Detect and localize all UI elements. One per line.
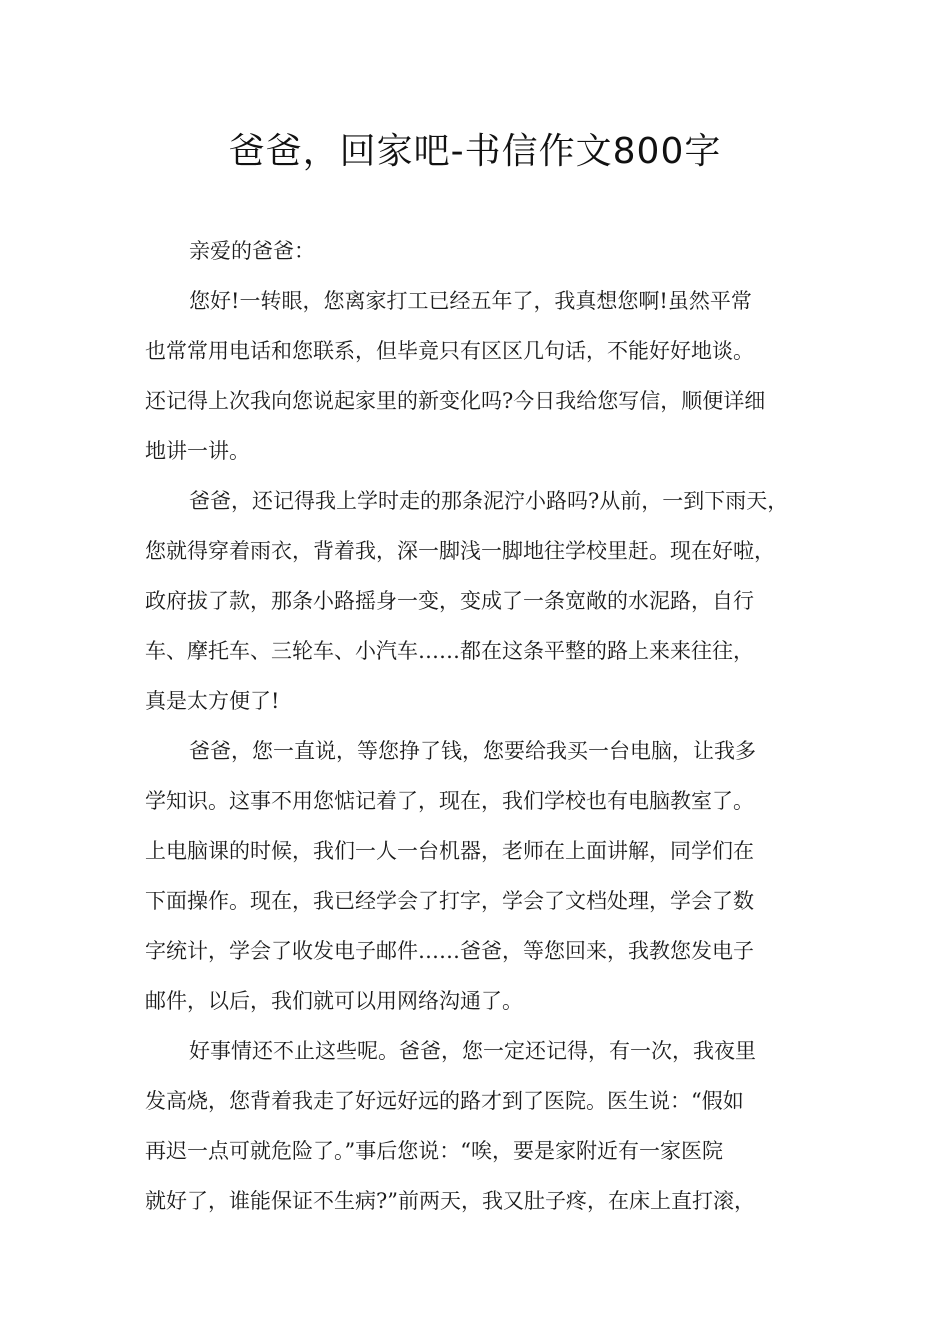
paragraph-line: 也常常用电话和您联系，但毕竟只有区区几句话，不能好好地谈。 — [145, 339, 754, 363]
paragraph-line: 爸爸，还记得我上学时走的那条泥泞小路吗?从前，一到下雨天， — [189, 489, 789, 513]
paragraph-line: 邮件，以后，我们就可以用网络沟通了。 — [145, 989, 523, 1013]
paragraph-line: 下面操作。现在，我已经学会了打字，学会了文档处理，学会了数 — [145, 889, 754, 913]
paragraph-line: 您就得穿着雨衣，背着我，深一脚浅一脚地往学校里赶。现在好啦， — [145, 539, 775, 563]
paragraph-line: 车、摩托车、三轮车、小汽车……都在这条平整的路上来来往往， — [145, 639, 754, 663]
paragraph-line: 上电脑课的时候，我们一人一台机器，老师在上面讲解，同学们在 — [145, 839, 754, 863]
paragraph-line: 还记得上次我向您说起家里的新变化吗?今日我给您写信，顺便详细 — [145, 389, 766, 413]
paragraph-line: 地讲一讲。 — [145, 439, 250, 463]
paragraph-line: 再迟一点可就危险了。”事后您说：“唉，要是家附近有一家医院 — [145, 1139, 723, 1163]
paragraph-line: 学知识。这事不用您惦记着了，现在，我们学校也有电脑教室了。 — [145, 789, 754, 813]
paragraph-line: 爸爸，您一直说，等您挣了钱，您要给我买一台电脑，让我多 — [189, 739, 756, 763]
paragraph-line: 您好!一转眼，您离家打工已经五年了，我真想您啊!虽然平常 — [189, 289, 752, 313]
letter-body — [145, 226, 810, 1226]
paragraph-line: 政府拔了款，那条小路摇身一变，变成了一条宽敞的水泥路，自行 — [145, 589, 754, 613]
document-title: 爸爸，回家吧-书信作文800字 — [228, 131, 722, 172]
paragraph-line: 真是太方便了! — [145, 689, 280, 713]
paragraph-line: 发高烧，您背着我走了好远好远的路才到了医院。医生说：“假如 — [145, 1089, 744, 1113]
paragraph-line: 好事情还不止这些呢。爸爸，您一定还记得，有一次，我夜里 — [189, 1039, 756, 1063]
paragraph-line: 就好了，谁能保证不生病?”前两天，我又肚子疼，在床上直打滚， — [145, 1189, 755, 1213]
paragraph-line: 字统计，学会了收发电子邮件……爸爸，等您回来，我教您发电子 — [145, 939, 754, 963]
salutation-line: 亲爱的爸爸： — [189, 239, 315, 263]
